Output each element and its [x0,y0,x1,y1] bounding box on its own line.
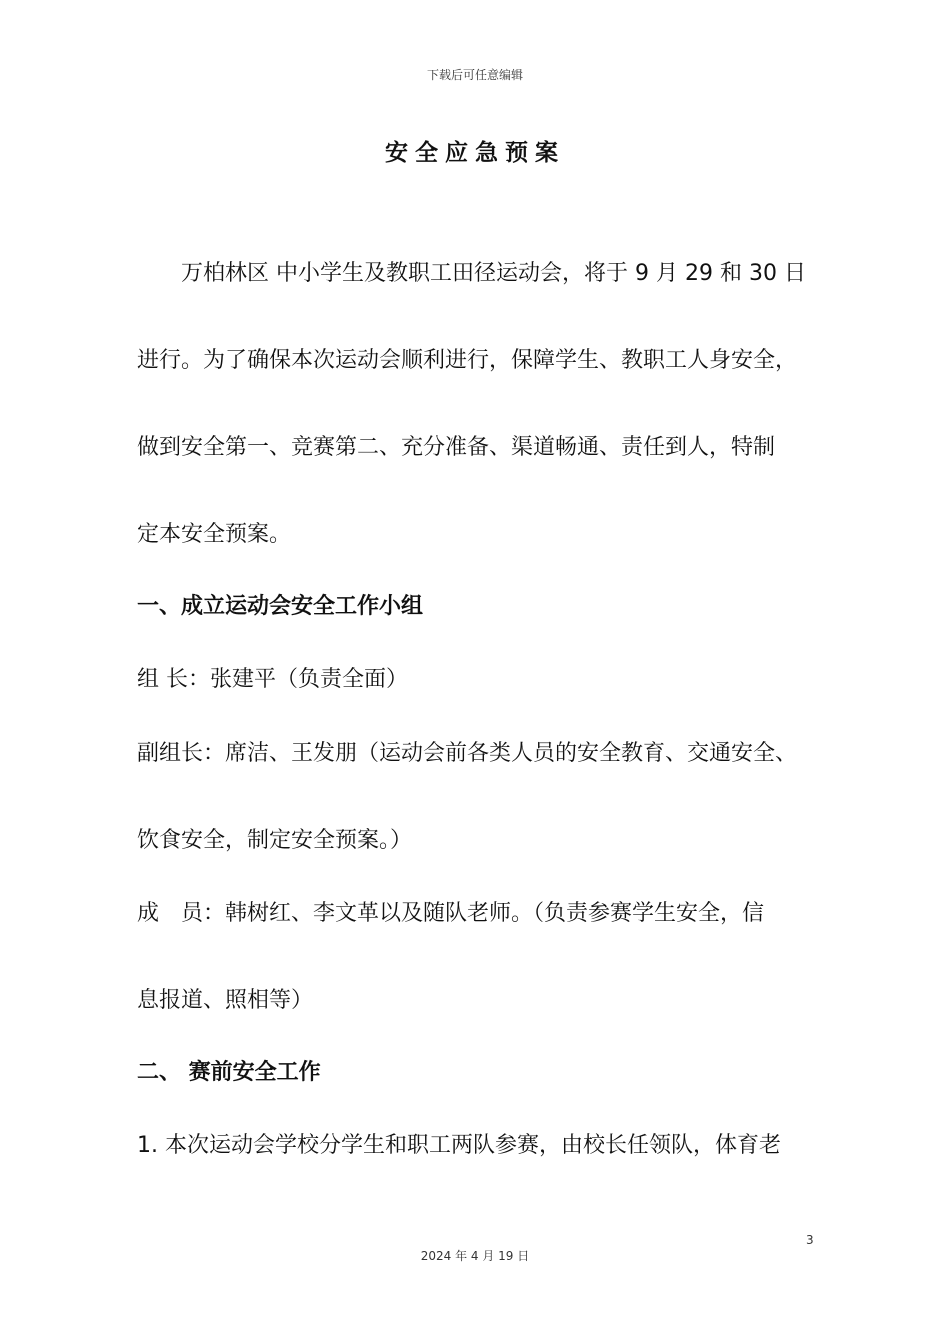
section-heading-1: 一、成立运动会安全工作小组 [137,594,424,619]
page-number: 3 [806,1233,814,1247]
paragraph-line: 进行。为了确保本次运动会顺利进行，保障学生、教职工人身安全， [137,348,798,373]
header-note: 下载后可任意编辑 [426,68,523,82]
paragraph-line: 定本安全预案。 [137,522,292,547]
footer-date: 2024 年 4 月 19 日 [420,1249,530,1263]
paragraph-line: 息报道、照相等） [137,988,314,1013]
paragraph-line: 副组长：席洁、王发朋（运动会前各类人员的安全教育、交通安全、 [137,741,798,766]
document-title: 安全应急预案 [385,140,565,166]
paragraph-line: 万柏林区 中小学生及教职工田径运动会，将于 9 月 29 和 30 日 [137,261,806,286]
paragraph-line: 组 长：张建平（负责全面） [137,667,408,692]
paragraph-line: 成 员：韩树红、李文革以及随队老师。（负责参赛学生安全，信 [137,901,765,926]
section-heading-2: 二、 赛前安全工作 [137,1060,321,1085]
paragraph-line: 1. 本次运动会学校分学生和职工两队参赛，由校长任领队，体育老 [137,1133,781,1158]
paragraph-line: 做到安全第一、竞赛第二、充分准备、渠道畅通、责任到人，特制 [137,435,776,460]
paragraph-line: 饮食安全，制定安全预案。） [137,828,413,853]
